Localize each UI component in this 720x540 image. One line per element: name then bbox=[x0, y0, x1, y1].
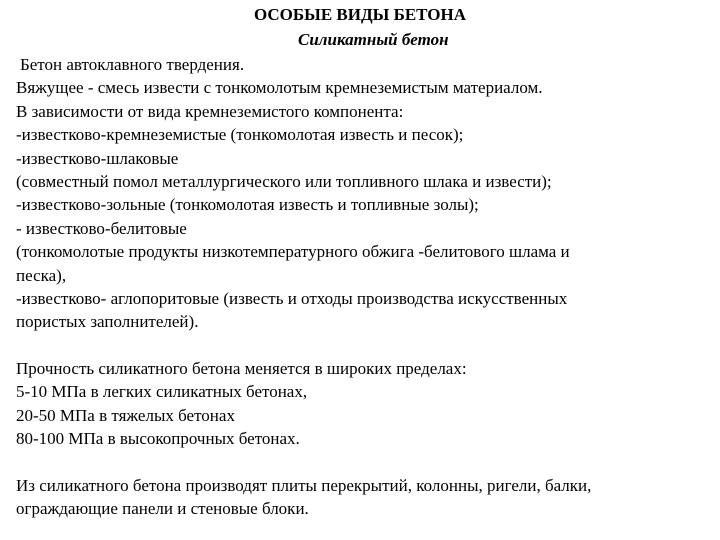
slide-subtitle: Силикатный бетон bbox=[298, 30, 449, 49]
body-line: Вяжущее - смесь извести с тонкомолотым кремнеземистым материалом. bbox=[16, 78, 543, 98]
strength-line: 5-10 МПа в легких силикатных бетонах, bbox=[16, 382, 308, 402]
products-line: Из силикатного бетона производят плиты перекрытий, колонны, ригели, балки, bbox=[16, 476, 592, 496]
body-line: -известково-кремнеземистые (тонкомолотая известь и песок); bbox=[16, 125, 464, 145]
strength-line: 80-100 МПа в высокопрочных бетонах. bbox=[16, 429, 300, 449]
body-line: (тонкомолотые продукты низкотемпературного обжига -белитового шлама и bbox=[16, 242, 570, 262]
body-line: песка), bbox=[16, 265, 67, 285]
paragraph-gap bbox=[16, 451, 706, 474]
slide-title: ОСОБЫЕ ВИДЫ БЕТОНА bbox=[253, 5, 467, 24]
body-line: -известково- аглопоритовые (известь и отходы производства искусственных bbox=[16, 288, 568, 308]
products-line: ограждающие панели и стеновые блоки. bbox=[16, 499, 309, 519]
body-line: Бетон автоклавного твердения. bbox=[20, 55, 245, 74]
body-line: -известково-зольные (тонкомолотая известь и топливные золы); bbox=[16, 195, 479, 215]
body-line: - известково-белитовые bbox=[16, 218, 187, 238]
body-line: (совместный помол металлургического или топливного шлака и извести); bbox=[16, 171, 552, 191]
body-line: пористых заполнителей). bbox=[16, 312, 199, 332]
strength-line: Прочность силикатного бетона меняется в широких пределах: bbox=[16, 359, 467, 379]
body-line: В зависимости от вида кремнеземистого компонента: bbox=[16, 101, 404, 121]
slide-body bbox=[16, 53, 706, 521]
paragraph-gap bbox=[16, 334, 706, 357]
body-line: -известково-шлаковые bbox=[16, 148, 179, 168]
strength-line: 20-50 МПа в тяжелых бетонах bbox=[16, 405, 235, 425]
